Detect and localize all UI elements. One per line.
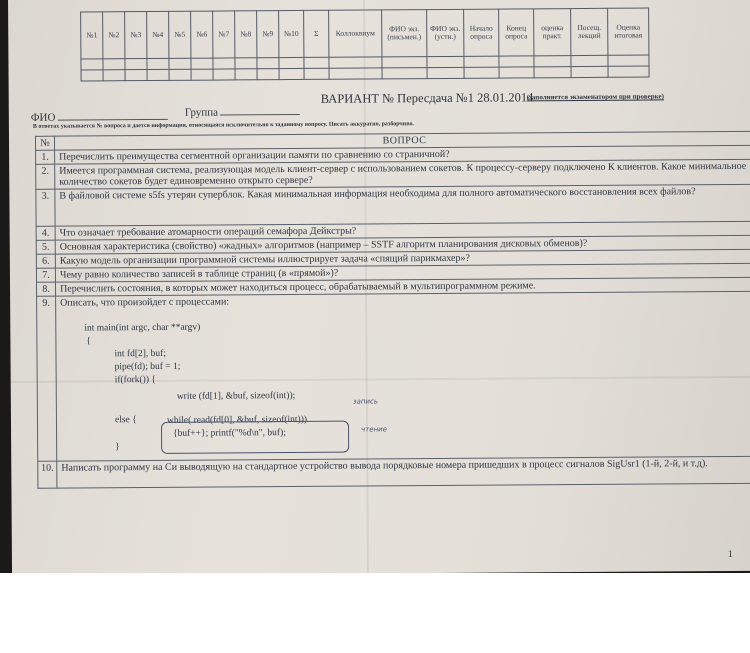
questions-table	[35, 131, 750, 489]
score-cell	[235, 58, 257, 69]
score-header-cell: №6	[191, 11, 213, 58]
question-text: В файловой системе s5fs утерян суперблок. Какая минимальная информация необходима для полного автоматического восстановления всех файлов?	[55, 184, 750, 226]
question-number: 1.	[36, 150, 55, 164]
score-cell	[125, 59, 147, 70]
instruction-text: В ответах указывается № вопроса и дается информация, относящаяся исключительно к заданному вопросу. Писать аккуратно, разборчиво.	[32, 121, 414, 130]
score-header-cell: Коллоквиум	[329, 10, 382, 57]
score-cell	[608, 55, 649, 66]
code-line: int fd[2], buf;	[114, 348, 166, 360]
page-number: 1	[727, 548, 733, 560]
examiner-note: (заполняется экзаменатором при проверке)	[526, 92, 664, 102]
group-label: Группа	[185, 106, 300, 119]
score-cell	[279, 68, 304, 79]
score-cell	[464, 67, 499, 78]
score-header-cell: ФИО экз. (письмен.)	[382, 10, 427, 57]
score-cell	[304, 68, 329, 79]
score-header-cell: №5	[169, 11, 191, 58]
score-cell	[571, 55, 608, 66]
question-text: Основная характеристика (свойство) «жадных» алгоритмов (например – SSTF алгоритм планирования дисковых обменов)?	[55, 235, 750, 254]
score-cell	[169, 69, 191, 80]
score-header-cell: ФИО экз. (устн.)	[427, 9, 464, 56]
code-line: if(fork()) {	[114, 374, 156, 386]
score-header-cell: Оценка итоговая	[608, 8, 649, 55]
question-text: Чему равно количество записей в таблице страниц (в «прямой»)?	[55, 263, 750, 282]
score-header-cell: Посещ. лекций	[571, 8, 608, 55]
score-cell	[279, 57, 304, 68]
table-row	[38, 456, 750, 488]
score-header-cell: Начало опроса	[464, 9, 499, 56]
score-table	[80, 8, 649, 82]
score-cell	[499, 67, 534, 78]
score-cell	[169, 58, 191, 69]
score-header-cell: оценка практ.	[534, 9, 571, 56]
score-cell	[81, 70, 103, 81]
fio-label: ФИО	[31, 111, 168, 124]
score-cell	[571, 66, 608, 77]
question-text: Какую модель организации программной системы иллюстрирует задача «спящий парикмахер»?	[55, 249, 750, 268]
score-cell	[329, 57, 382, 68]
question-number: 2.	[36, 164, 55, 189]
score-header-cell: Конец опроса	[499, 9, 534, 56]
code-line: write (fd[1], &buf, sizeof(int));	[176, 391, 296, 402]
score-header-cell: №10	[279, 10, 304, 57]
exam-sheet	[8, 0, 750, 573]
score-cell	[257, 69, 279, 80]
code-line: {	[86, 336, 92, 347]
question-text: Написать программу на Си выводящую на стандартное устройство вывода порядковые номера пришедших в процесс сигналов SigUsr1 (1-й, 2-й, и т.д).	[57, 456, 750, 488]
score-cell	[427, 67, 464, 78]
code-line: while( read(fd[0], &buf, sizeof(int)))	[166, 414, 308, 426]
score-cell	[608, 66, 649, 77]
handwritten-note: чтение	[361, 425, 388, 434]
score-header-cell: №3	[125, 12, 147, 59]
score-cell	[147, 58, 169, 69]
table-row	[36, 184, 750, 226]
score-cell	[147, 69, 169, 80]
score-header-cell: №2	[103, 12, 125, 59]
score-header-cell: Σ	[304, 10, 329, 57]
score-cell	[191, 69, 213, 80]
score-cell	[213, 58, 235, 69]
table-row	[37, 291, 750, 461]
score-cell	[125, 70, 147, 81]
score-cell	[81, 59, 103, 70]
question-text: Перечислить состояния, в которых может находиться процесс, обрабатываемый в мультипрограммном режиме.	[55, 277, 750, 296]
score-cell	[304, 57, 329, 68]
score-header-cell: №4	[147, 11, 169, 58]
code-line: }	[115, 442, 120, 453]
score-header-cell: №8	[235, 11, 257, 58]
score-cell	[534, 67, 571, 78]
question-number: 8.	[36, 282, 55, 296]
variant-title: ВАРИАНТ № Пересдача №1 28.01.2014	[320, 90, 534, 106]
score-header-cell: №7	[213, 11, 235, 58]
score-cell	[464, 56, 499, 67]
code-line: {buf++}; printf("%d\n", buf);	[173, 428, 286, 439]
score-cell	[235, 69, 257, 80]
score-cell	[534, 56, 571, 67]
question-number: 9.	[37, 296, 57, 461]
question-header: ВОПРОС	[54, 131, 750, 150]
score-cell	[329, 68, 382, 79]
question-text: Имеется программная система, реализующая модель клиент-сервер с использованием сокетов. К процессу-серверу подключено К клиентов. Какое минимальное количество сокетов будет единовременно открыто сервере?	[55, 159, 750, 189]
question-text: Перечислить преимущества сегментной организации памяти по сравнению со страничной?	[55, 145, 750, 164]
question-number: 6.	[36, 254, 55, 268]
question-number: 4.	[36, 226, 55, 240]
score-header-cell: №9	[257, 11, 279, 58]
handwritten-note: запись	[352, 397, 378, 406]
num-header: №	[35, 136, 54, 150]
question-number: 7.	[36, 268, 55, 282]
score-cell	[213, 69, 235, 80]
score-header-cell: №1	[81, 12, 103, 59]
code-line: else {	[114, 415, 137, 426]
score-cell	[103, 59, 125, 70]
score-cell	[382, 68, 427, 79]
question-number: 5.	[36, 240, 55, 254]
score-cell	[382, 57, 427, 68]
code-line: pipe(fd); buf = 1;	[114, 361, 181, 373]
score-cell	[499, 56, 534, 67]
question-text: Что означает требование атомарности операций семафора Дейкстры?	[55, 221, 750, 240]
score-cell	[103, 70, 125, 81]
question-number: 10.	[38, 461, 57, 488]
question-number: 3.	[36, 189, 55, 226]
question-9-cell	[56, 291, 750, 461]
score-cell	[257, 58, 279, 69]
question-text: Описать, что произойдет с процессами:	[60, 296, 230, 309]
score-cell	[427, 56, 464, 67]
score-cell	[191, 58, 213, 69]
pen-circle-annotation	[161, 421, 349, 454]
code-line: int main(int argc, char **argv)	[84, 322, 201, 334]
